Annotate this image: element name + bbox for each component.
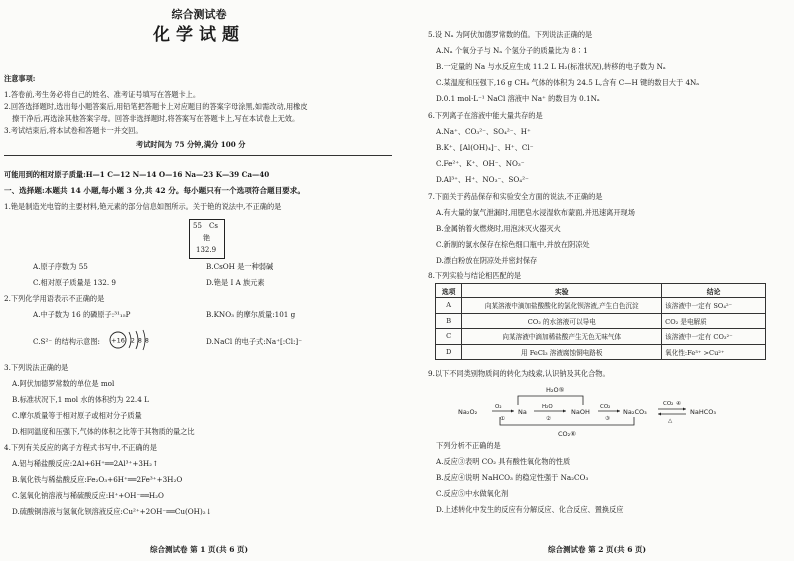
q7-option-c[interactable]: C.新制的氯水保存在棕色细口瓶中,并放在阴凉处 bbox=[436, 240, 590, 249]
row-conclusion: 氧化性:Fe³⁺ >Cu²⁺ bbox=[662, 344, 766, 360]
shell-3-electrons: 8 bbox=[145, 337, 149, 345]
sodium-conversion-diagram bbox=[458, 381, 748, 441]
right-page bbox=[398, 0, 794, 561]
q9-lead: 下列分析不正确的是 bbox=[436, 441, 501, 450]
q3-option-b[interactable]: B.标准状况下,1 mol 水的体积约为 22.4 L bbox=[12, 395, 149, 404]
species-naoh: NaOH bbox=[571, 408, 590, 416]
row-conclusion: 该溶液中一定有 CO₃²⁻ bbox=[662, 329, 766, 345]
element-cs-card bbox=[189, 219, 225, 259]
exam-time: 考试时间为 75 分钟,满分 100 分 bbox=[136, 140, 246, 149]
table-row[interactable] bbox=[436, 329, 766, 345]
reagent-h2o: H₂O bbox=[542, 404, 553, 410]
q4-option-a[interactable]: A.铝与稀盐酸反应:2Al+6H⁺══2Al³⁺+3H₂↑ bbox=[12, 459, 159, 468]
q5-stem: 5.设 Nₐ 为阿伏加德罗常数的值。下列说法正确的是 bbox=[428, 30, 593, 39]
shell-1-electrons: 2 bbox=[131, 337, 135, 345]
q2-option-c-text: C.S²⁻ 的结构示意图: bbox=[33, 337, 100, 346]
row-experiment: 向某溶液中滴加盐酸酸化的氯化钡溶液,产生白色沉淀 bbox=[462, 298, 662, 314]
q9-option-c[interactable]: C.反应⑤中水做氧化剂 bbox=[436, 489, 509, 498]
exam-subtitle: 综合测试卷 bbox=[171, 8, 227, 21]
q1-option-c[interactable]: C.相对原子质量是 132. 9 bbox=[33, 278, 116, 287]
col-experiment: 实验 bbox=[462, 284, 662, 298]
q2-stem: 2.下列化学用语表示不正确的是 bbox=[4, 294, 105, 303]
q2-option-d[interactable]: D.NaCl 的电子式:Na⁺[:Cl:]⁻ bbox=[206, 337, 303, 346]
row-experiment: 向某溶液中滴加稀盐酸产生无色无味气体 bbox=[462, 329, 662, 345]
q2-option-a[interactable] bbox=[33, 310, 131, 319]
atomic-mass: 132.9 bbox=[196, 246, 217, 254]
table-row[interactable] bbox=[436, 313, 766, 329]
q3-option-a[interactable]: A.阿伏加德罗常数的单位是 mol bbox=[12, 379, 115, 388]
q9-option-a[interactable]: A.反应③表明 CO₂ 具有酸性氧化物的性质 bbox=[436, 457, 571, 466]
q6-option-b[interactable]: B.K⁺、[Al(OH)₄]⁻、H⁺、Cl⁻ bbox=[436, 143, 534, 152]
row-option: D bbox=[436, 344, 462, 360]
q4-option-b[interactable]: B.氧化铁与稀盐酸反应:Fe₂O₃+6H⁺══2Fe³⁺+3H₂O bbox=[12, 475, 183, 484]
q2-option-a-text: A.中子数为 16 的磷原子: bbox=[33, 310, 115, 319]
q5-option-c[interactable]: C.某温度和压强下,16 g CH₄ 气体的体积为 24.5 L,含有 C—H 键的数目大于 4Nₐ bbox=[436, 78, 700, 87]
species-na2o2: Na₂O₂ bbox=[458, 408, 478, 416]
row-experiment: 用 FeCl₃ 溶液腐蚀铜电路板 bbox=[462, 344, 662, 360]
q3-stem: 3.下列说法正确的是 bbox=[4, 363, 69, 372]
col-conclusion: 结论 bbox=[662, 284, 766, 298]
q5-option-d[interactable]: D.0.1 mol·L⁻¹ NaCl 溶液中 Na⁺ 的数目为 0.1Nₐ bbox=[436, 94, 600, 103]
page-footer: 综合测试卷 第 2 页(共 6 页) bbox=[548, 545, 647, 554]
q5-option-a[interactable]: A.Nₐ 个氧分子与 Nₐ 个氢分子的质量比为 8∶1 bbox=[436, 46, 588, 55]
row-option: C bbox=[436, 329, 462, 345]
table-row[interactable] bbox=[436, 298, 766, 314]
heat-symbol: △ bbox=[668, 418, 673, 424]
table-header-row bbox=[436, 284, 766, 298]
notice-item: 1.答卷前,考生务必将自己的姓名、准考证号填写在答题卡上。 bbox=[4, 90, 201, 99]
row-conclusion: 该溶液中一定有 SO₄²⁻ bbox=[662, 298, 766, 314]
notice-item: 2.回答选择题时,选出每小题答案后,用铅笔把答题卡上对应题目的答案字母涂黑,如需改动,用橡皮 bbox=[4, 102, 308, 111]
q4-option-c[interactable]: C.氢氧化钠溶液与稀硫酸反应:H⁺+OH⁻══H₂O bbox=[12, 491, 164, 500]
q2-option-c[interactable] bbox=[33, 337, 100, 346]
col-option: 选项 bbox=[436, 284, 462, 298]
row-experiment: CO₂ 的水溶液可以导电 bbox=[462, 313, 662, 329]
q7-option-b[interactable]: B.金属钠着火燃烧时,用泡沫灭火器灭火 bbox=[436, 224, 561, 233]
reaction-num-2: ② bbox=[546, 416, 551, 422]
divider bbox=[4, 155, 392, 156]
q6-option-d[interactable]: D.Al³⁺、H⁺、NO₃⁻、SO₄²⁻ bbox=[436, 175, 529, 184]
notice-item: 擦干净后,再选涂其他答案字母。回答非选择题时,将答案写在答题卡上,写在本试卷上无效。 bbox=[12, 114, 300, 123]
q6-option-a[interactable]: A.Na⁺、CO₃²⁻、SO₄²⁻、H⁺ bbox=[436, 127, 531, 136]
shell-2-electrons: 8 bbox=[138, 337, 142, 345]
q4-option-d[interactable]: D.硫酸铜溶液与氢氧化钡溶液反应:Cu²⁺+2OH⁻══Cu(OH)₂↓ bbox=[12, 507, 212, 516]
reagent-co2: CO₂ bbox=[600, 404, 611, 410]
sulfide-ion-structure-diagram bbox=[108, 327, 154, 353]
reaction-num-1: ① bbox=[500, 416, 505, 422]
q1-stem: 1.铯是制造光电管的主要材料,铯元素的部分信息如图所示。关于铯的说法中,不正确的是 bbox=[4, 202, 282, 211]
phosphorus-isotope: ³¹₁₅P bbox=[114, 310, 131, 319]
q9-option-d[interactable]: D.上述转化中发生的反应有分解反应、化合反应、置换反应 bbox=[436, 505, 624, 514]
reagent-o2: O₂ bbox=[495, 404, 502, 410]
q6-stem: 6.下列离子在溶液中能大量共存的是 bbox=[428, 111, 543, 120]
row-conclusion: CO₂ 是电解质 bbox=[662, 313, 766, 329]
reaction-num-3: ③ bbox=[605, 416, 610, 422]
reaction-num-4: ④ bbox=[676, 401, 681, 407]
q5-option-b[interactable]: B.一定量的 Na 与水反应生成 11.2 L H₂(标准状况),转移的电子数为 Nₐ bbox=[436, 62, 666, 71]
q1-option-d[interactable]: D.铯是 I A 族元素 bbox=[206, 278, 265, 287]
q1-option-a[interactable]: A.原子序数为 55 bbox=[33, 262, 88, 271]
nucleus-charge: +16 bbox=[111, 336, 125, 345]
notice-heading: 注意事项: bbox=[4, 74, 36, 83]
exam-title: 化学试题 bbox=[153, 25, 245, 45]
reaction-5-label: H₂O⑤ bbox=[546, 386, 565, 394]
reagent-co2-4: CO₂ bbox=[663, 401, 674, 407]
species-nahco3: NaHCO₃ bbox=[690, 408, 716, 416]
q9-option-b[interactable]: B.反应④说明 NaHCO₃ 的稳定性强于 Na₂CO₃ bbox=[436, 473, 589, 482]
q6-option-c[interactable]: C.Fe²⁺、K⁺、OH⁻、NO₃⁻ bbox=[436, 159, 525, 168]
q9-stem: 9.以下不同类别物质间的转化为线索,认识钠及其化合物。 bbox=[428, 369, 610, 378]
q8-experiment-table bbox=[435, 283, 766, 360]
page-footer: 综合测试卷 第 1 页(共 6 页) bbox=[150, 545, 249, 554]
q3-option-c[interactable]: C.摩尔质量等于相对原子或相对分子质量 bbox=[12, 411, 142, 420]
atomic-number: 55 bbox=[193, 222, 202, 230]
row-option: A bbox=[436, 298, 462, 314]
q2-option-b[interactable]: B.KNO₃ 的摩尔质量:101 g bbox=[206, 310, 296, 319]
species-na: Na bbox=[518, 408, 527, 416]
reaction-6-label: CO₂⑥ bbox=[558, 430, 577, 438]
element-name: 铯 bbox=[203, 234, 210, 242]
q4-stem: 4.下列有关反应的离子方程式书写中,不正确的是 bbox=[4, 443, 157, 452]
q1-option-b[interactable]: B.CsOH 是一种弱碱 bbox=[206, 262, 274, 271]
q7-option-a[interactable]: A.有大量的氯气泄漏时,用肥皂水浸湿软布蒙面,并迅速离开现场 bbox=[436, 208, 635, 217]
q8-stem: 8.下列实验与结论相匹配的是 bbox=[428, 271, 522, 280]
element-symbol: Cs bbox=[209, 222, 218, 230]
q7-stem: 7.下面关于药品保存和实验安全方面的说法,不正确的是 bbox=[428, 192, 603, 201]
row-option: B bbox=[436, 313, 462, 329]
notice-item: 3.考试结束后,将本试卷和答题卡一并交回。 bbox=[4, 126, 143, 135]
section-title: 一、选择题:本题共 14 小题,每小题 3 分,共 42 分。每小题只有一个选项符合题目要求。 bbox=[4, 186, 305, 195]
q7-option-d[interactable]: D.漂白粉放在阴凉处并密封保存 bbox=[436, 256, 538, 265]
atomic-mass-line: 可能用到的相对原子质量:H—1 C—12 N—14 O—16 Na—23 K—39 Ca—40 bbox=[4, 170, 270, 179]
table-row[interactable] bbox=[436, 344, 766, 360]
species-na2co3: Na₂CO₃ bbox=[623, 408, 647, 416]
q3-option-d[interactable]: D.相同温度和压强下,气体的体积之比等于其物质的量之比 bbox=[12, 427, 195, 436]
